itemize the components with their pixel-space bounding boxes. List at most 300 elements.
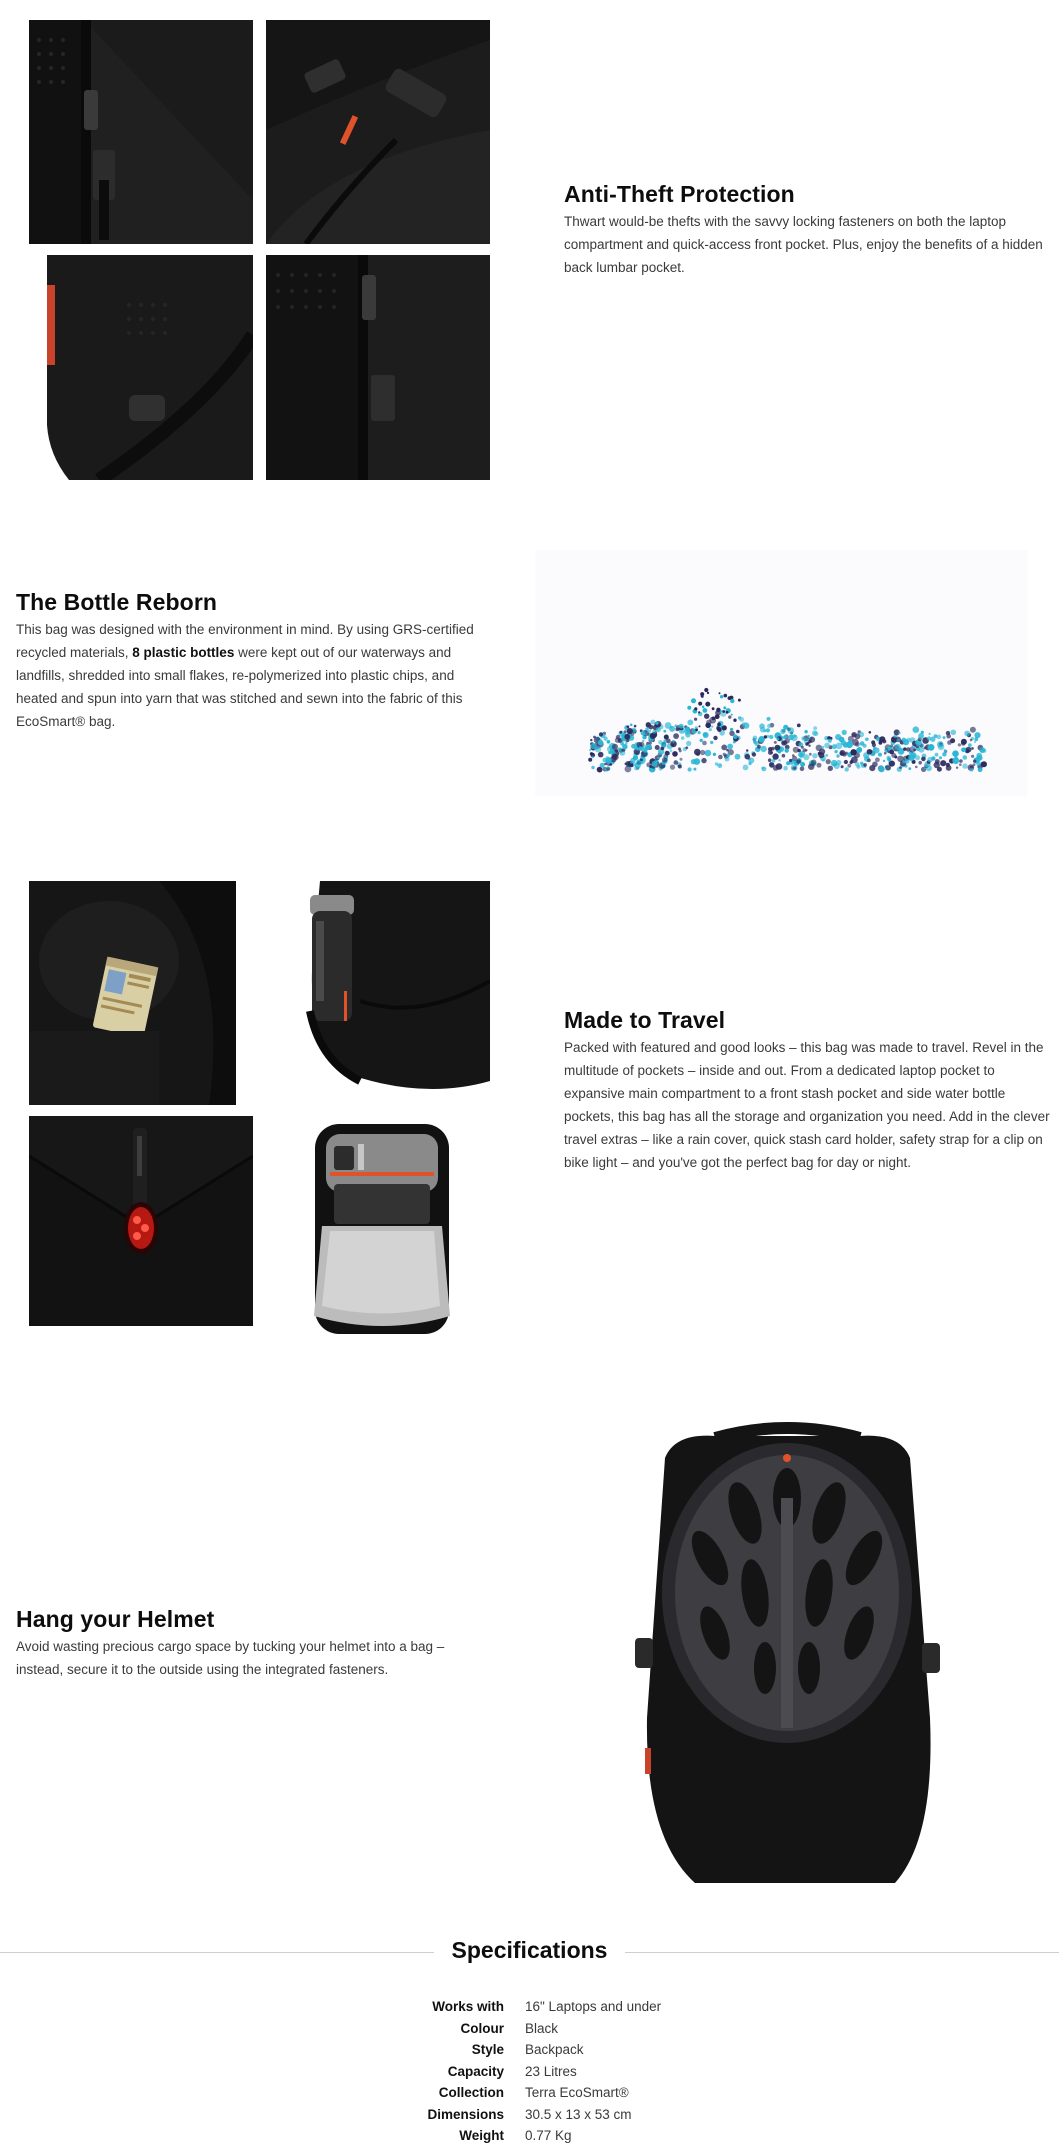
- plastic-flake: [648, 730, 651, 733]
- spec-row-weight: [300, 2125, 760, 2146]
- plastic-flake: [599, 732, 603, 736]
- plastic-flake: [700, 750, 705, 755]
- plastic-flake: [808, 745, 810, 747]
- plastic-flake: [791, 734, 798, 741]
- plastic-flake: [685, 727, 690, 732]
- plastic-flake: [760, 746, 766, 752]
- spec-value: 16" Laptops and under: [525, 1999, 662, 2015]
- plastic-flake: [782, 754, 786, 758]
- plastic-flake: [686, 741, 691, 746]
- plastic-flake: [642, 740, 644, 742]
- plastic-flake: [608, 751, 611, 754]
- plastic-flake: [691, 698, 696, 703]
- plastic-flake: [797, 724, 801, 728]
- plastic-flake: [591, 755, 594, 758]
- bike-light-photo: [29, 1116, 253, 1326]
- plastic-flake: [921, 757, 926, 762]
- bottle-reborn-body-start: This bag was designed with the environment in mind. By using GRS-certified recycled materials,: [16, 622, 474, 660]
- plastic-flake: [698, 702, 702, 706]
- plastic-flake: [712, 717, 716, 721]
- plastic-flake: [700, 739, 703, 742]
- plastic-flake: [701, 695, 704, 698]
- plastic-flake: [718, 755, 723, 760]
- plastic-flake: [835, 734, 841, 740]
- plastic-flake: [913, 749, 916, 752]
- plastic-flake: [834, 750, 837, 753]
- plastic-flake: [878, 753, 882, 757]
- plastic-flake: [719, 692, 721, 694]
- plastic-flake: [619, 731, 622, 734]
- plastic-flake: [588, 758, 592, 762]
- plastic-flake: [733, 734, 738, 739]
- plastic-flake: [805, 743, 808, 746]
- plastic-flake: [726, 749, 729, 752]
- plastic-flake: [788, 727, 795, 734]
- plastic-flake: [812, 730, 817, 735]
- hang-helmet-title: Hang your Helmet: [16, 1606, 215, 1632]
- plastic-flake: [720, 695, 723, 698]
- plastic-flake: [778, 759, 780, 761]
- plastic-flake: [674, 760, 679, 765]
- plastic-flake: [705, 750, 712, 757]
- plastic-flake: [971, 747, 974, 750]
- plastic-flake: [772, 753, 778, 759]
- plastic-flake: [694, 718, 697, 721]
- plastic-flake: [693, 768, 696, 771]
- plastic-flake: [704, 688, 708, 692]
- spec-label: Works with: [432, 1999, 504, 2015]
- plastic-flake: [696, 752, 700, 756]
- plastic-flake: [937, 735, 942, 740]
- plastic-flake: [742, 722, 746, 726]
- plastic-flake: [860, 762, 863, 765]
- specs-heading: [0, 1937, 1059, 1964]
- plastic-flake: [973, 760, 976, 763]
- plastic-flake: [981, 761, 987, 767]
- plastic-flake: [681, 736, 685, 740]
- plastic-flake: [649, 742, 652, 745]
- plastic-flake: [937, 767, 942, 772]
- plastic-flake: [661, 742, 667, 748]
- plastic-flake: [951, 730, 957, 736]
- backpack-with-helmet-image: [625, 1418, 950, 1894]
- plastic-flake: [713, 736, 717, 740]
- plastic-flake: [694, 707, 697, 710]
- spec-label: Style: [471, 2042, 504, 2058]
- plastic-flake: [655, 722, 658, 725]
- bottle-reborn-body: [16, 618, 496, 733]
- plastic-flake: [943, 736, 946, 739]
- plastic-flake: [735, 754, 741, 760]
- plastic-flake: [775, 745, 781, 751]
- plastic-flake: [813, 726, 817, 730]
- plastic-flake: [728, 715, 731, 718]
- plastic-flake: [792, 756, 797, 761]
- plastic-flake: [726, 711, 729, 714]
- plastic-flake: [836, 754, 839, 757]
- plastic-flake: [722, 710, 725, 713]
- plastic-flake: [856, 748, 862, 754]
- plastic-flake: [789, 759, 792, 762]
- plastic-flake: [738, 716, 741, 719]
- plastic-flake: [624, 730, 627, 733]
- plastic-flake: [883, 760, 885, 762]
- plastic-flake: [634, 747, 637, 750]
- plastic-flake: [766, 728, 770, 732]
- plastic-flake: [811, 760, 817, 766]
- plastic-flake: [974, 741, 976, 743]
- bottle-reborn-title: The Bottle Reborn: [16, 589, 218, 615]
- plastic-flake: [649, 725, 654, 730]
- plastic-flake: [918, 747, 924, 753]
- plastic-flake: [824, 743, 830, 749]
- plastic-flake: [841, 765, 844, 768]
- plastic-flake: [946, 765, 952, 771]
- plastic-flake: [821, 746, 824, 749]
- plastic-flake: [898, 747, 902, 751]
- plastic-flake: [807, 735, 810, 738]
- plastic-flake: [723, 753, 726, 756]
- plastic-flake: [664, 735, 669, 740]
- plastic-flake: [633, 755, 638, 760]
- plastic-flake: [710, 741, 713, 744]
- plastic-flake: [970, 739, 973, 742]
- plastic-flake: [712, 707, 715, 710]
- plastic-flake: [627, 725, 630, 728]
- anti-theft-body: Thwart would-be thefts with the savvy locking fasteners on both the laptop compartment and quick-access front pocket. Plus, enjoy the benefits of a hidden back lumbar pocket.: [564, 214, 1043, 275]
- plastic-flake: [801, 746, 804, 749]
- made-to-travel-title: Made to Travel: [564, 1007, 726, 1033]
- plastic-flake: [736, 730, 740, 734]
- plastic-flake: [966, 747, 972, 753]
- spec-row-dimensions: [300, 2104, 760, 2126]
- plastic-flake: [819, 749, 825, 755]
- plastic-flake: [913, 726, 920, 733]
- plastic-flake: [633, 763, 637, 767]
- plastic-flake: [679, 724, 684, 729]
- plastic-flake: [796, 759, 801, 764]
- plastic-flake: [757, 745, 761, 749]
- plastic-flake: [618, 747, 622, 751]
- plastic-flake: [703, 708, 708, 713]
- plastic-flake: [843, 753, 847, 757]
- plastic-flake: [970, 727, 976, 733]
- plastic-flake: [968, 743, 972, 747]
- plastic-flake: [701, 758, 706, 763]
- plastic-flake: [620, 742, 624, 746]
- plastic-flake: [809, 737, 815, 743]
- plastic-flake: [915, 766, 918, 769]
- spec-value: Terra EcoSmart®: [525, 2085, 629, 2101]
- plastic-flake: [832, 744, 837, 749]
- plastic-flake: [675, 727, 679, 731]
- plastic-flake: [727, 744, 733, 750]
- plastic-flake: [753, 736, 758, 741]
- plastic-flake: [680, 758, 683, 761]
- plastic-flake: [724, 756, 729, 761]
- spec-label: Capacity: [447, 2063, 504, 2079]
- plastic-flake: [882, 739, 886, 743]
- bottle-reborn-body-end: were kept out of our waterways and landfills, shredded into small flakes, re-polymerized into plastic chips, and heated and spun into yarn that was stitched and sewn into the fabric of this EcoSmart® bag.: [16, 645, 463, 729]
- plastic-flake: [863, 763, 867, 767]
- plastic-flake: [613, 754, 619, 760]
- plastic-flake: [834, 763, 840, 769]
- plastic-flake: [698, 711, 700, 713]
- plastic-flake: [918, 761, 922, 765]
- plastic-flake: [822, 759, 825, 762]
- spec-value: 0.77 Kg: [525, 2128, 572, 2144]
- plastic-flake: [606, 767, 610, 771]
- plastic-flake: [760, 727, 766, 733]
- plastic-flake: [670, 749, 673, 752]
- plastic-flake: [905, 759, 910, 764]
- plastic-flake: [752, 752, 756, 756]
- plastic-flake: [715, 714, 720, 719]
- plastic-flake: [970, 768, 974, 772]
- plastic-flake: [705, 702, 710, 707]
- plastic-flake: [607, 740, 611, 744]
- plastic-flake: [921, 731, 924, 734]
- plastic-flake: [650, 733, 656, 739]
- plastic-flake: [713, 753, 716, 756]
- plastic-flake: [688, 767, 692, 771]
- plastic-flake: [825, 754, 828, 757]
- plastic-flake: [703, 732, 709, 738]
- plastic-flake: [865, 737, 869, 741]
- plastic-flake: [801, 736, 805, 740]
- plastic-flake: [658, 724, 660, 726]
- plastic-flake: [768, 758, 772, 762]
- plastic-flake: [663, 730, 666, 733]
- plastic-flake: [672, 751, 678, 757]
- plastic-flake: [738, 699, 741, 702]
- plastic-flake: [918, 733, 924, 739]
- plastic-flake: [604, 737, 608, 741]
- plastic-flake: [783, 735, 787, 739]
- plastic-flake: [845, 767, 849, 771]
- spec-row-capacity: [300, 2061, 760, 2083]
- plastic-flake: [624, 734, 630, 740]
- spec-row-works-with: [300, 1996, 760, 2018]
- plastic-flake: [958, 743, 961, 746]
- plastic-flake: [598, 752, 604, 758]
- plastic-flake: [800, 762, 805, 767]
- plastic-flake: [707, 692, 709, 694]
- card-holder-photo: [29, 881, 236, 1105]
- plastic-flake: [928, 733, 930, 735]
- plastic-flake: [783, 766, 788, 771]
- plastic-flake: [590, 743, 596, 749]
- plastic-flake: [961, 739, 967, 745]
- plastic-flake: [716, 708, 720, 712]
- plastic-flake: [641, 731, 646, 736]
- spec-label: Dimensions: [427, 2106, 504, 2122]
- plastic-flake: [709, 728, 712, 731]
- plastic-flake: [673, 733, 679, 739]
- plastic-flake: [704, 714, 709, 719]
- plastic-flake: [771, 747, 775, 751]
- plastic-flake: [717, 722, 721, 726]
- plastic-flake: [634, 725, 637, 728]
- plastic-flake: [776, 763, 783, 770]
- plastic-flake: [730, 728, 733, 731]
- plastic-flake: [976, 755, 982, 761]
- plastic-flake: [950, 738, 955, 743]
- plastic-flake: [743, 765, 749, 771]
- plastic-flake: [678, 765, 682, 769]
- plastic-flake: [850, 749, 856, 755]
- plastic-flake: [699, 725, 701, 727]
- plastic-flake: [828, 739, 832, 743]
- plastic-flake: [902, 738, 906, 742]
- plastic-flake: [946, 734, 951, 739]
- plastic-flake: [627, 728, 633, 734]
- plastic-flake: [665, 751, 670, 756]
- plastic-flake: [971, 755, 974, 758]
- plastic-flake: [938, 744, 945, 751]
- plastic-flake: [872, 743, 876, 747]
- spec-value: 23 Litres: [525, 2063, 577, 2079]
- plastic-flake: [663, 739, 666, 742]
- plastic-flake: [878, 766, 884, 772]
- plastic-flake: [852, 733, 856, 737]
- plastic-flake: [715, 762, 718, 765]
- plastic-flake: [885, 765, 891, 771]
- plastic-flake: [748, 758, 754, 764]
- plastic-flake: [598, 740, 604, 746]
- zipper-lock-photo-3: [29, 255, 253, 480]
- plastic-flake: [908, 767, 911, 770]
- plastic-flake: [702, 706, 705, 709]
- plastic-flake: [609, 763, 612, 766]
- plastic-flake: [844, 760, 848, 764]
- bottle-count-highlight: 8 plastic bottles: [132, 645, 235, 660]
- plastic-flake: [850, 761, 853, 764]
- open-laptop-compartment-photo: [300, 1116, 490, 1336]
- zipper-lock-photo-1: [29, 20, 253, 244]
- plastic-flake: [872, 762, 878, 768]
- plastic-flake: [777, 738, 780, 741]
- plastic-flake: [974, 732, 980, 738]
- plastic-flake: [935, 753, 939, 757]
- plastic-flake: [591, 766, 594, 769]
- plastic-flake: [785, 748, 789, 752]
- plastic-flake: [711, 725, 713, 727]
- anti-theft-title: Anti-Theft Protection: [564, 181, 795, 207]
- plastic-flake: [656, 727, 661, 732]
- plastic-flake: [753, 740, 757, 744]
- plastic-flake: [600, 763, 605, 768]
- plastic-flake: [652, 730, 656, 734]
- plastic-flake: [939, 756, 942, 759]
- plastic-flake: [698, 731, 701, 734]
- plastic-flake: [774, 741, 777, 744]
- plastic-flake: [963, 755, 968, 760]
- plastic-flake: [768, 750, 773, 755]
- plastic-flake: [723, 706, 726, 709]
- plastic-flake: [625, 742, 628, 745]
- specs-title: Specifications: [434, 1937, 626, 1963]
- plastic-flake: [672, 744, 674, 746]
- plastic-flake: [746, 749, 748, 751]
- plastic-flake: [722, 725, 727, 730]
- plastic-flake: [863, 744, 867, 748]
- spec-value: 30.5 x 13 x 53 cm: [525, 2106, 632, 2122]
- plastic-flake: [956, 767, 958, 769]
- plastic-flake: [809, 753, 812, 756]
- water-bottle-pocket-photo: [300, 881, 490, 1105]
- plastic-flake: [887, 757, 891, 761]
- plastic-flake: [630, 724, 633, 727]
- plastic-flake: [940, 760, 946, 766]
- plastic-flake: [687, 706, 691, 710]
- plastic-flake: [733, 719, 736, 722]
- plastic-flake: [670, 765, 675, 770]
- plastic-flake: [959, 763, 962, 766]
- plastic-flake: [727, 753, 731, 757]
- plastic-flake: [908, 754, 915, 761]
- specs-table: [300, 1996, 760, 2146]
- plastic-flake: [812, 753, 817, 758]
- plastic-flake: [647, 744, 652, 749]
- plastic-flake: [976, 762, 981, 767]
- plastic-flake: [817, 763, 822, 768]
- plastic-flake: [793, 747, 799, 753]
- plastic-flake: [664, 755, 667, 758]
- plastic-flake: [867, 759, 871, 763]
- plastic-flake: [875, 757, 880, 762]
- plastic-flake: [869, 731, 872, 734]
- plastic-flake: [695, 729, 698, 732]
- plastic-flake: [894, 756, 897, 759]
- plastic-flake: [685, 746, 688, 749]
- plastic-flake: [879, 741, 883, 745]
- spec-label: Collection: [438, 2085, 504, 2101]
- plastic-flake: [867, 749, 873, 755]
- plastic-flake: [764, 735, 767, 738]
- plastic-flake: [804, 730, 807, 733]
- plastic-flake: [952, 750, 959, 757]
- zipper-lock-photo-2: [266, 20, 490, 244]
- plastic-flake: [767, 724, 771, 728]
- plastic-flake: [672, 740, 675, 743]
- plastic-flake: [786, 761, 790, 765]
- plastic-flake: [826, 759, 831, 764]
- plastic-flake: [626, 762, 631, 767]
- plastic-flake: [828, 766, 833, 771]
- spec-label: Weight: [459, 2128, 504, 2144]
- plastic-flake: [944, 749, 947, 752]
- plastic-flake: [927, 757, 933, 763]
- plastic-flake: [687, 720, 693, 726]
- plastic-flake: [728, 696, 732, 700]
- plastic-flake: [896, 739, 899, 742]
- plastic-flake: [842, 730, 847, 735]
- plastic-flake: [691, 759, 696, 764]
- plastic-flake: [800, 767, 805, 772]
- plastic-flake: [612, 744, 618, 750]
- spec-value: Backpack: [525, 2042, 584, 2058]
- plastic-flake: [848, 740, 852, 744]
- plastic-flake: [961, 748, 966, 753]
- plastic-flake: [605, 757, 611, 763]
- zipper-lock-photo-4: [266, 255, 490, 480]
- plastic-flake: [793, 766, 796, 769]
- plastic-flake: [685, 732, 690, 737]
- made-to-travel-body: Packed with featured and good looks – this bag was made to travel. Revel in the multitude of pockets – inside and out. From a dedicated laptop pocket to expansive main compartment to a front stash pocket and side water bottle pockets, this bag has all the storage and organization you need. Add in the clever travel extras – like a rain cover, quick stash card holder, safety strap for a clip on bike light – and you've got the perfect bag for day or night.: [564, 1040, 1050, 1170]
- plastic-flake: [717, 727, 722, 732]
- plastic-flake: [962, 763, 967, 768]
